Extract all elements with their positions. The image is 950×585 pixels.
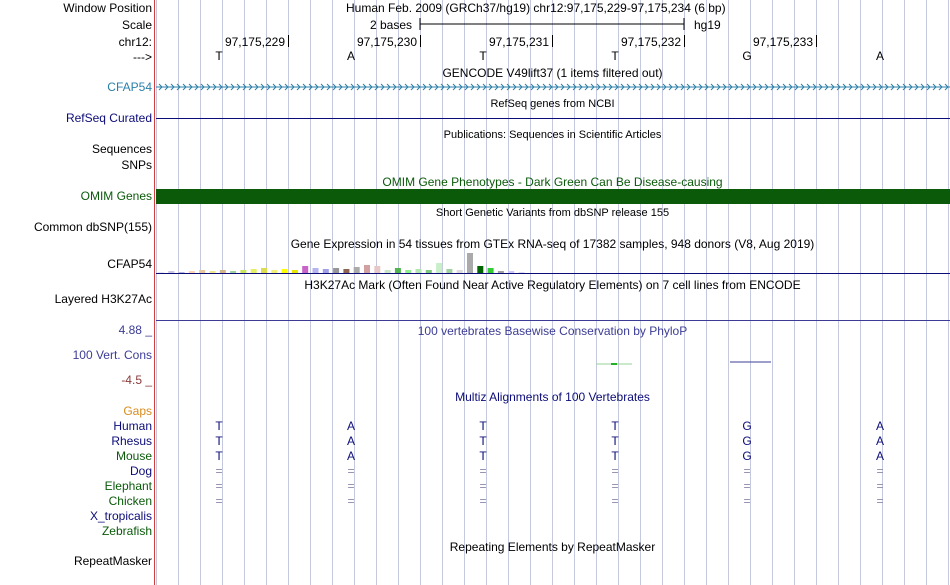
gtex-tissue-bar: [405, 270, 411, 273]
species-label-human[interactable]: Human: [113, 419, 152, 433]
gtex-tissue-bar: [251, 269, 257, 273]
alignment-base: =: [876, 479, 884, 493]
alignment-base: =: [743, 494, 751, 508]
repeatmasker-track-label[interactable]: RepeatMasker: [73, 554, 152, 568]
coordinate-label: 97,175,230: [356, 35, 417, 49]
base-letter: T: [611, 49, 619, 63]
phylop-signal[interactable]: [156, 355, 950, 369]
phylop-track-title[interactable]: 100 vertebrates Basewise Conservation by PhyloP: [417, 324, 688, 338]
alignment-base: =: [215, 464, 223, 478]
alignment-base: =: [479, 494, 487, 508]
alignment-base: =: [876, 494, 884, 508]
gtex-tissue-bar: [292, 270, 298, 273]
gtex-tissue-bar: [313, 268, 319, 273]
strand-label: --->: [133, 50, 152, 64]
alignment-base: T: [611, 449, 619, 463]
alignment-base: =: [611, 479, 619, 493]
gtex-tissue-bar: [436, 263, 442, 273]
gtex-tissue-bar: [230, 271, 236, 273]
label-divider: [154, 0, 155, 585]
coordinate-label: 97,175,231: [488, 35, 549, 49]
gtex-tissue-bar: [426, 270, 432, 273]
coordinate-tick: [288, 35, 289, 47]
alignment-base: =: [743, 464, 751, 478]
scale-bar: [418, 17, 688, 31]
gtex-tissue-bar: [158, 272, 164, 273]
gtex-tissue-bar: [261, 268, 267, 273]
alignment-base: =: [611, 464, 619, 478]
gtex-tissue-bar: [385, 270, 391, 273]
coordinate-tick: [816, 35, 817, 47]
alignment-base: T: [479, 434, 487, 448]
gtex-tissue-bar: [302, 266, 308, 273]
scale-value: 2 bases: [370, 18, 413, 32]
gtex-tissue-bar: [364, 265, 370, 273]
base-letter: T: [479, 49, 487, 63]
coordinate-label: 97,175,232: [620, 35, 681, 49]
dbsnp-track-label[interactable]: Common dbSNP(155): [33, 220, 152, 234]
alignment-base: G: [742, 419, 752, 433]
gtex-track-label[interactable]: CFAP54: [107, 257, 152, 271]
snps-track-label[interactable]: SNPs: [121, 158, 152, 172]
h3k27ac-track-label[interactable]: Layered H3K27Ac: [54, 292, 152, 306]
alignment-base: A: [346, 434, 355, 448]
gtex-tissue-bar: [343, 269, 349, 273]
gaps-label[interactable]: Gaps: [123, 404, 152, 418]
gencode-track-title[interactable]: GENCODE V49lift37 (1 items filtered out): [442, 66, 663, 80]
gencode-gene-feature[interactable]: [156, 80, 950, 94]
gtex-tissue-bar: [220, 270, 226, 273]
gtex-tissue-bar: [457, 270, 463, 273]
alignment-base: =: [479, 464, 487, 478]
alignment-base: A: [875, 434, 884, 448]
gtex-tissue-bar: [488, 268, 494, 273]
alignment-base: A: [875, 419, 884, 433]
species-label-x_tropicalis[interactable]: X_tropicalis: [89, 509, 152, 523]
coordinate-tick: [420, 35, 421, 47]
h3k27ac-baseline: [156, 320, 950, 321]
window-position-value: Human Feb. 2009 (GRCh37/hg19) chr12:97,175,229-97,175,234 (6 bp): [346, 1, 726, 15]
alignment-base: =: [611, 494, 619, 508]
gtex-tissue-bar: [477, 266, 483, 273]
alignment-base: =: [479, 479, 487, 493]
species-label-chicken[interactable]: Chicken: [108, 494, 152, 508]
alignment-base: =: [347, 479, 355, 493]
phylop-track-label[interactable]: 100 Vert. Cons: [72, 348, 152, 362]
chrom-label: chr12:: [118, 35, 152, 49]
gtex-tissue-bar: [282, 269, 288, 273]
omim-track-label[interactable]: OMIM Genes: [80, 189, 152, 203]
dbsnp-track-title[interactable]: Short Genetic Variants from dbSNP release 155: [435, 207, 670, 219]
species-label-zebrafish[interactable]: Zebrafish: [101, 524, 152, 538]
gtex-tissue-bar: [446, 269, 452, 273]
gtex-tissue-bar: [519, 272, 525, 273]
phylop-max-label: 4.88 _: [118, 323, 152, 337]
alignment-base: A: [346, 449, 355, 463]
alignment-base: G: [742, 449, 752, 463]
gtex-tissue-bar: [168, 271, 174, 273]
gtex-tissue-bar: [395, 268, 401, 273]
sequences-track-label[interactable]: Sequences: [91, 142, 152, 156]
alignment-base: T: [215, 419, 223, 433]
gtex-tissue-bar: [508, 271, 514, 273]
phylop-min-label: -4.5 _: [121, 373, 152, 387]
refseq-track-label[interactable]: RefSeq Curated: [65, 111, 152, 125]
omim-track-title[interactable]: OMIM Gene Phenotypes - Dark Green Can Be Disease-causing: [382, 175, 723, 189]
h3k27ac-track-title[interactable]: H3K27Ac Mark (Often Found Near Active Regulatory Elements) on 7 cell lines from ENCODE: [304, 278, 801, 292]
base-letter: T: [215, 49, 223, 63]
alignment-base: T: [479, 419, 487, 433]
refseq-track-title[interactable]: RefSeq genes from NCBI: [490, 98, 615, 110]
assembly-label: hg19: [694, 18, 721, 32]
gtex-tissue-bar: [199, 270, 205, 273]
gtex-tissue-bar: [467, 253, 473, 273]
coordinate-tick: [552, 35, 553, 47]
gtex-tissue-bar: [323, 269, 329, 273]
publications-track-title[interactable]: Publications: Sequences in Scientific Articles: [443, 129, 662, 141]
repeatmasker-track-title[interactable]: Repeating Elements by RepeatMasker: [449, 540, 656, 554]
gtex-tissue-bar: [498, 271, 504, 273]
alignment-base: T: [215, 449, 223, 463]
scale-label: Scale: [121, 18, 152, 32]
window-position-label: Window Position: [63, 1, 152, 15]
alignment-base: T: [611, 434, 619, 448]
species-label-mouse[interactable]: Mouse: [115, 449, 152, 463]
alignment-base: =: [347, 464, 355, 478]
base-letter: A: [875, 49, 884, 63]
species-label-elephant[interactable]: Elephant: [104, 479, 152, 493]
gtex-track-title[interactable]: Gene Expression in 54 tissues from GTEx RNA-seq of 17382 samples, 948 donors (V8, Aug 2019): [290, 237, 815, 251]
alignment-base: T: [479, 449, 487, 463]
alignment-base: =: [876, 464, 884, 478]
gtex-tissue-bar: [240, 270, 246, 273]
base-letter: G: [742, 49, 752, 63]
gtex-tissue-bar: [179, 272, 185, 273]
gencode-track-label[interactable]: CFAP54: [107, 80, 152, 94]
omim-gene-bar[interactable]: [156, 189, 950, 204]
alignment-base: T: [611, 419, 619, 433]
alignment-base: =: [215, 494, 223, 508]
coordinate-tick: [684, 35, 685, 47]
gtex-tissue-bar: [374, 266, 380, 273]
gtex-tissue-bar: [416, 269, 422, 273]
gtex-tissue-bar: [333, 268, 339, 273]
base-letter: A: [346, 49, 355, 63]
coordinate-label: 97,175,233: [752, 35, 813, 49]
gtex-tissue-bar: [271, 270, 277, 273]
gtex-tissue-bar: [189, 271, 195, 273]
alignment-base: =: [743, 479, 751, 493]
alignment-base: =: [215, 479, 223, 493]
alignment-base: A: [875, 449, 884, 463]
refseq-gene-line[interactable]: [156, 118, 950, 119]
coordinate-label: 97,175,229: [224, 35, 285, 49]
gtex-tissue-bar: [354, 267, 360, 273]
alignment-base: T: [215, 434, 223, 448]
species-label-dog[interactable]: Dog: [129, 464, 152, 478]
alignment-base: =: [347, 494, 355, 508]
gtex-expression-bars[interactable]: [156, 248, 950, 274]
species-label-rhesus[interactable]: Rhesus: [111, 434, 152, 448]
gtex-tissue-bar: [210, 271, 216, 273]
multiz-track-title[interactable]: Multiz Alignments of 100 Vertebrates: [455, 390, 650, 404]
alignment-base: G: [742, 434, 752, 448]
alignment-base: A: [346, 419, 355, 433]
